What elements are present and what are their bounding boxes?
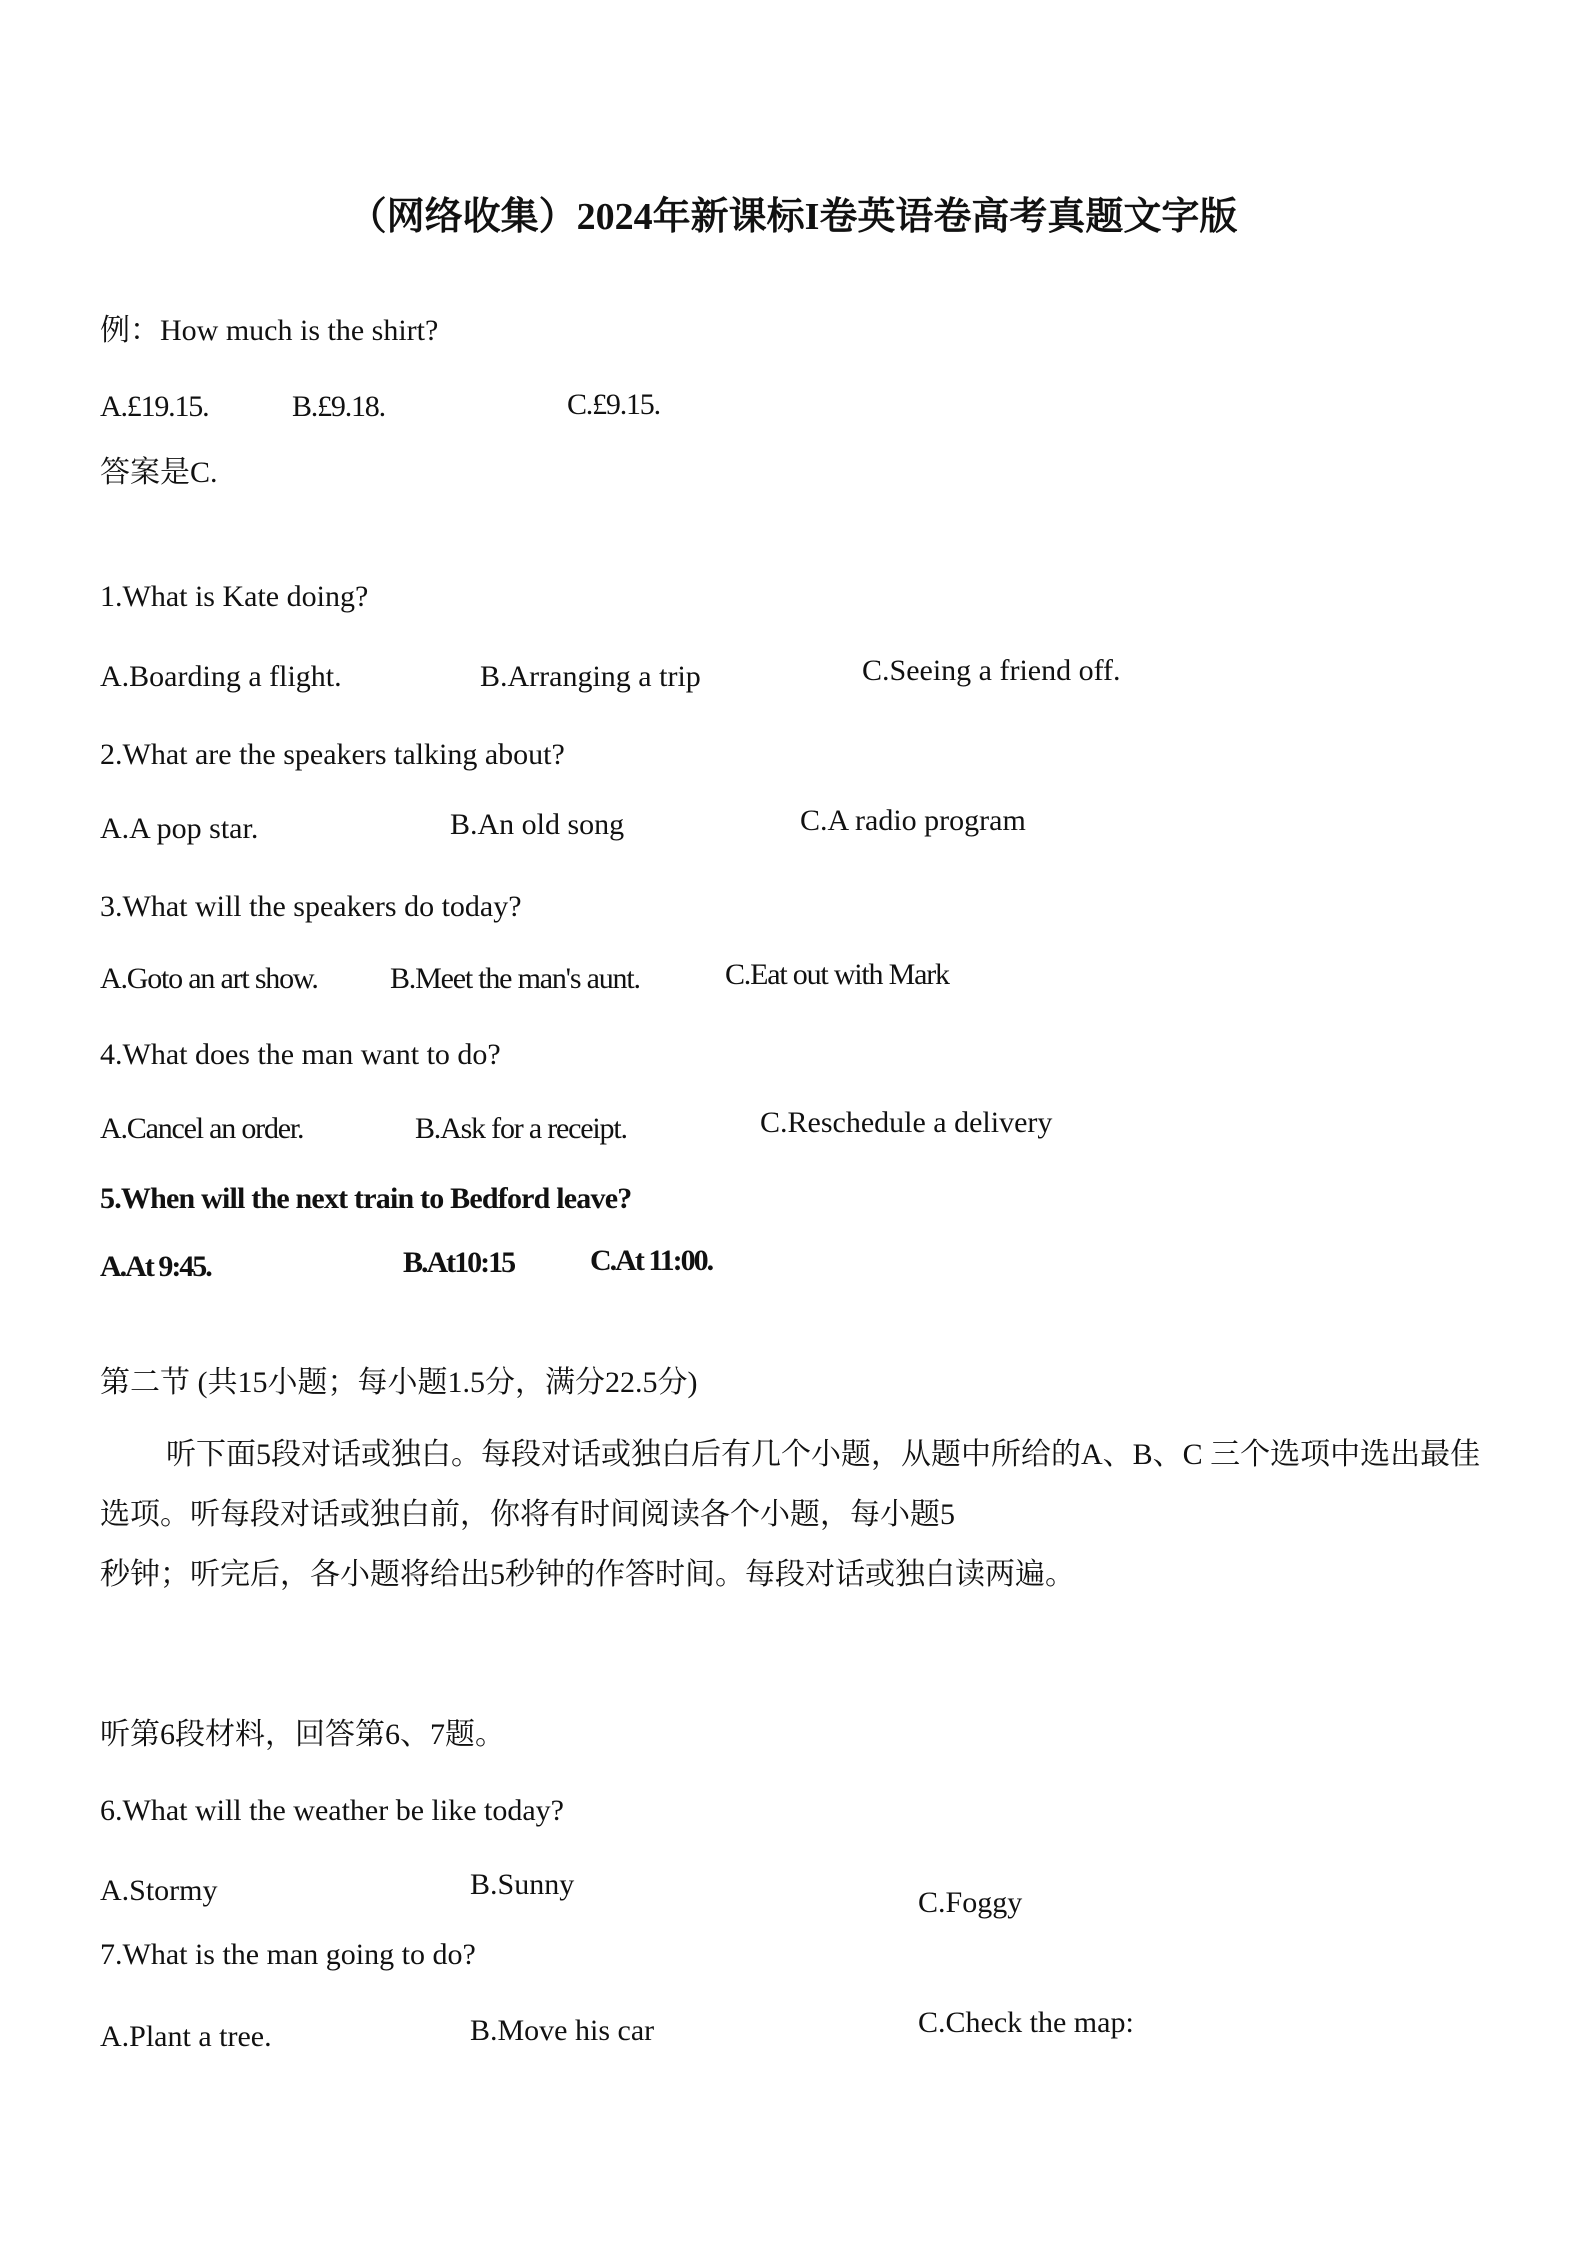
q4-option-b: B.Ask for a receipt.: [415, 1112, 627, 1145]
q7-option-a: A.Plant a tree.: [100, 2020, 272, 2053]
instructions-line-1: 听下面5段对话或独白。每段对话或独白后有几个小题，从题中所给的A、B、C 三个选项中选出最佳: [166, 1438, 1481, 1471]
q1-option-a: A.Boarding a flight.: [100, 660, 342, 693]
question-1: 1.What is Kate doing?: [100, 580, 369, 613]
document-title: （网络收集）2024年新课标I卷英语卷高考真题文字版: [348, 196, 1238, 238]
q2-option-a: A.A pop star.: [100, 812, 259, 845]
question-3: 3.What will the speakers do today?: [100, 890, 522, 923]
material-label: 听第6段材料，回答第6、7题。: [100, 1718, 505, 1751]
question-7: 7.What is the man going to do?: [100, 1938, 476, 1971]
q3-option-a: A.Goto an art show.: [100, 962, 318, 995]
section-2-heading: 第二节 (共15小题；每小题1.5分，满分22.5分): [100, 1366, 698, 1399]
example-answer: 答案是C.: [100, 456, 218, 489]
q7-option-c: C.Check the map:: [918, 2006, 1134, 2039]
instructions-line-3: 秒钟；听完后，各小题将给出5秒钟的作答时间。每段对话或独白读两遍。: [100, 1558, 1075, 1591]
q3-option-c: C.Eat out with Mark: [725, 958, 949, 991]
q2-option-b: B.An old song: [450, 808, 625, 841]
q1-option-b: B.Arranging a trip: [480, 660, 701, 693]
example-option-b: B.£9.18.: [292, 390, 385, 423]
example-option-a: A.£19.15.: [100, 390, 209, 423]
example-question: 例：How much is the shirt?: [100, 314, 439, 347]
q6-option-a: A.Stormy: [100, 1874, 218, 1907]
question-4: 4.What does the man want to do?: [100, 1038, 501, 1071]
question-6: 6.What will the weather be like today?: [100, 1794, 564, 1827]
q2-option-c: C.A radio program: [800, 804, 1026, 837]
q6-option-b: B.Sunny: [470, 1868, 575, 1901]
question-5: 5.When will the next train to Bedford leave?: [100, 1182, 632, 1215]
q5-option-c: C.At 11:00.: [590, 1244, 713, 1277]
q4-option-c: C.Reschedule a delivery: [760, 1106, 1053, 1139]
q5-option-b: B.At10:15: [403, 1246, 515, 1279]
q1-option-c: C.Seeing a friend off.: [862, 654, 1121, 687]
q4-option-a: A.Cancel an order.: [100, 1112, 304, 1145]
q5-option-a: A.At 9:45.: [100, 1250, 211, 1283]
q7-option-b: B.Move his car: [470, 2014, 655, 2047]
instructions-line-2: 选项。听每段对话或独白前，你将有时间阅读各个小题，每小题5: [100, 1498, 955, 1531]
q6-option-c: C.Foggy: [918, 1886, 1023, 1919]
question-2: 2.What are the speakers talking about?: [100, 738, 565, 771]
example-option-c: C.£9.15.: [567, 388, 660, 421]
q3-option-b: B.Meet the man's aunt.: [390, 962, 640, 995]
